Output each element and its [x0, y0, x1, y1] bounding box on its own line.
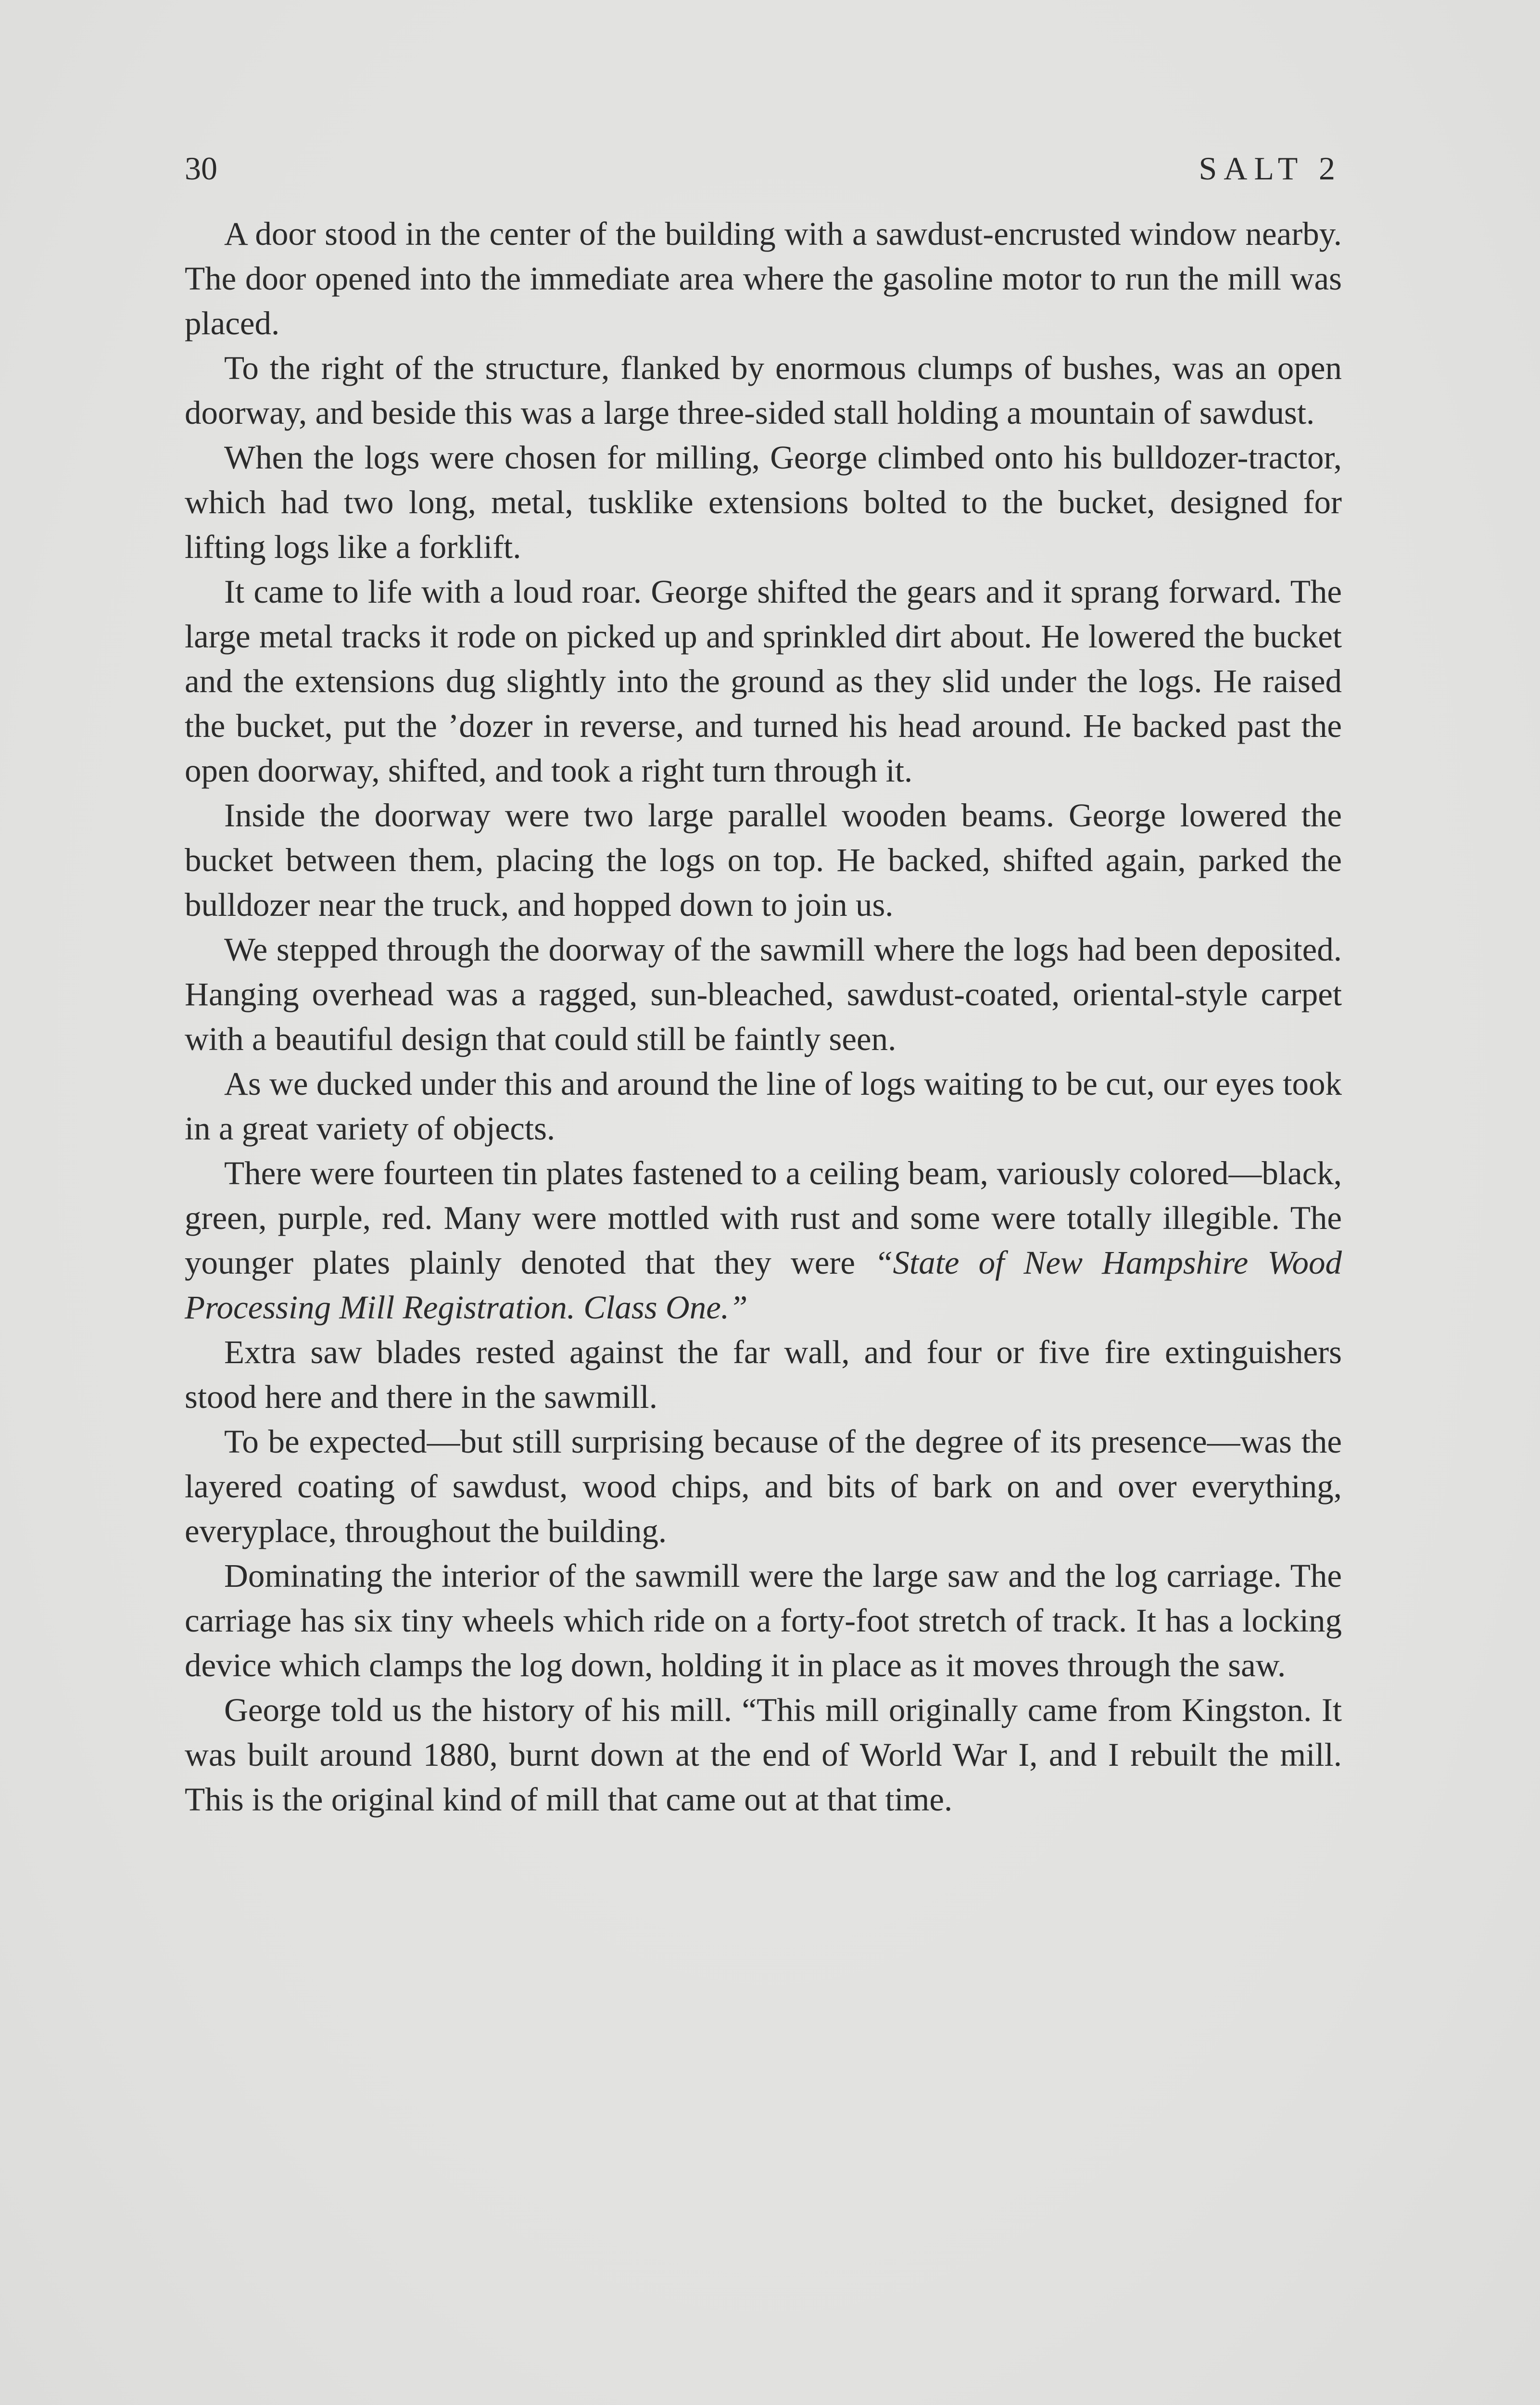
paragraph: A door stood in the center of the building with a sawdust-encrusted window nearby. The door opened into the immediate area where the gasoline motor to run the mill was placed. [185, 215, 1342, 342]
paragraph: Extra saw blades rested against the far wall, and four or five fire extinguishers stood here and there in the sawmill. [185, 1334, 1342, 1415]
paragraph: George told us the history of his mill. “This mill originally came from Kingston. It was built around 1880, burnt down at the end of World War I, and I rebuilt the mill. This is the original kind of mill that came out at that time. [185, 1692, 1342, 1818]
italic-quote: “State of New Hampshire Wood Processing Mill Registration. Class One.” [185, 1244, 1342, 1326]
paragraph: It came to life with a loud roar. George shifted the gears and it sprang forward. The large metal tracks it rode on picked up and sprinkled dirt about. He lowered the bucket and the extensions dug slightly into the ground as they slid under the logs. He raised the bucket, put the ’dozer in reverse, and turned his head around. He backed past the open doorway, shifted, and took a right turn through it. [185, 573, 1342, 789]
paragraph: As we ducked under this and around the line of logs waiting to be cut, our eyes took in a great variety of objects. [185, 1065, 1342, 1147]
paragraph: When the logs were chosen for milling, George climbed onto his bulldozer-tractor, which had two long, metal, tusklike extensions bolted to the bucket, designed for lifting logs like a forklift. [185, 439, 1342, 565]
paragraph: To the right of the structure, flanked by enormous clumps of bushes, was an open doorway, and beside this was a large three-sided stall holding a mountain of sawdust. [185, 350, 1342, 431]
running-title: SALT 2 [1199, 150, 1342, 187]
paragraph-text: There were fourteen tin plates fastened to a ceiling beam, variously colored—black, green, purple, red. Many were mottled with rust and some were totally illegible. The younger plates plainly denoted that they were [185, 1155, 1342, 1281]
paragraph: To be expected—but still surprising because of the degree of its presence—was the layered coating of sawdust, wood chips, and bits of bark on and over everything, everyplace, throughout the building. [185, 1423, 1342, 1549]
running-head [185, 144, 1342, 197]
paragraph: Inside the doorway were two large parallel wooden beams. George lowered the bucket between them, placing the logs on top. He backed, shifted again, parked the bulldozer near the truck, and hopped down to join us. [185, 797, 1342, 923]
paragraph: We stepped through the doorway of the sawmill where the logs had been deposited. Hanging overhead was a ragged, sun-bleached, sawdust-coated, oriental-style carpet with a beautiful design that could still be faintly seen. [185, 931, 1342, 1057]
page-number: 30 [185, 150, 217, 187]
paragraph: Dominating the interior of the sawmill were the large saw and the log carriage. The carriage has six tiny wheels which ride on a forty-foot stretch of track. It has a locking device which clamps the log down, holding it in place as it moves through the saw. [185, 1557, 1342, 1684]
body-text [185, 212, 1342, 1822]
paragraph [185, 1151, 1342, 1330]
